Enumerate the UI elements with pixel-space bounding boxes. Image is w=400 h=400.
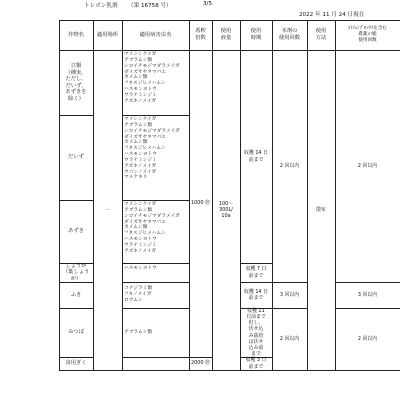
usage-count-fuki: 3 回以内 xyxy=(279,291,300,298)
row-divider xyxy=(122,308,189,309)
col-header-location: 適用場所 xyxy=(96,31,119,38)
crop-soybean: だいず xyxy=(68,154,84,161)
crop-azuki: あずき xyxy=(68,228,84,235)
product-name: トレボン乳剤 xyxy=(84,3,118,9)
col-header-timing: 使用 時期 xyxy=(250,28,262,41)
spray-volume: 100～ 300L/ 10a xyxy=(218,200,234,220)
col-divider xyxy=(122,20,123,370)
total-count-fuki: 3 回以内 xyxy=(357,291,378,298)
row-divider xyxy=(122,115,189,116)
crop-edible-chrysanthemum: 食用ぎく xyxy=(65,360,87,367)
pests-azuki: マメシンクイガ アブラムシ類 シロイチモジマダラメイガ ダイズサヤタマバエ カメムシ類 フタスジヒメハムシ ハスモンヨトウ ウラナミシジミ アズキノメイガ xyxy=(124,202,180,254)
total-count-main: 2 回以内 xyxy=(357,162,378,169)
col-header-volume: 使用 液量 xyxy=(220,28,232,41)
pests-soybean: マメシンクイガ アブラムシ類 シロイチモジマダラメイガ ダイズサヤタマバエ カメムシ類 フタスジヒメハムシ ハスモンヨトウ ウラナミシジミ アズキノメイガ ウコンノメイガ マメケキリ xyxy=(124,117,180,181)
total-count-lower: 2 回以内 xyxy=(357,335,378,342)
timing-fuki: 収穫 14 日 前まで xyxy=(243,288,268,301)
pests-fuki: コナジラミ類 フキノメイガ ロウムシ xyxy=(124,286,153,303)
timing-main: 収穫 14 日 前まで xyxy=(243,150,268,163)
col-header-method: 使用 方法 xyxy=(315,28,327,41)
col-header-crop: 作物名 xyxy=(68,31,84,38)
crop-ginger-shoot: しょうが （葉しょうが） xyxy=(62,262,90,282)
page-number: 3/5 xyxy=(203,1,213,7)
row-divider xyxy=(122,282,189,283)
usage-count-lower: 2 回以内 xyxy=(279,335,300,342)
table-border-bottom xyxy=(59,370,400,371)
pests-ginger-shoot: ハスモンヨトウ xyxy=(124,266,157,271)
timing-edible-chrysanthemum: 収穫 3 日 前まで xyxy=(245,357,267,370)
col-header-pest: 適用病害虫名 xyxy=(139,31,172,38)
row-divider xyxy=(122,200,189,201)
as-of-date: 2022 年 11 月 24 日現在 xyxy=(299,12,365,18)
pests-mitsuba: アブラムシ類 xyxy=(124,330,153,335)
crop-fuki: ふき xyxy=(70,291,82,298)
crop-legumes: 豆類 （種実、 ただし、 だいず、 あずきを 除く） xyxy=(65,63,87,102)
crop-mitsuba: みつば xyxy=(68,329,84,336)
timing-mitsuba: 収穫 21 日前まで 但し、 伏せ込 み栽培 は伏せ 込み前 まで xyxy=(246,308,266,357)
pests-legumes: マメシンクイガ アブラムシ類 シロイチモジマダラメイガ ダイズサヤタマバエ カメムシ類 フタスジヒメハムシ ハスモンヨトウ ウラナミシジミ アズキノメイガ xyxy=(124,52,180,104)
dilution-edible-chrysanthemum: 2000 倍 xyxy=(191,360,210,367)
row-divider xyxy=(122,357,189,358)
row-divider xyxy=(122,263,189,264)
col-header-total-count: ｴﾄﾌｪﾝﾌﾟﾛｯｸｽを含む 農薬の総 使用回数 xyxy=(347,26,388,43)
registration-number: （第 16758 号） xyxy=(128,3,172,9)
location-value: － xyxy=(105,206,110,213)
usage-count-main: 2 回以内 xyxy=(279,162,300,169)
col-header-dilution: 希釈 倍数 xyxy=(195,28,206,41)
col-header-usage-count: 本剤の 使用回数 xyxy=(278,28,301,41)
application-table xyxy=(59,20,400,370)
dilution-main: 1000 倍 xyxy=(191,200,210,207)
application-method: 散布 xyxy=(316,206,326,213)
timing-ginger: 収穫 7 日 前まで xyxy=(245,266,267,279)
